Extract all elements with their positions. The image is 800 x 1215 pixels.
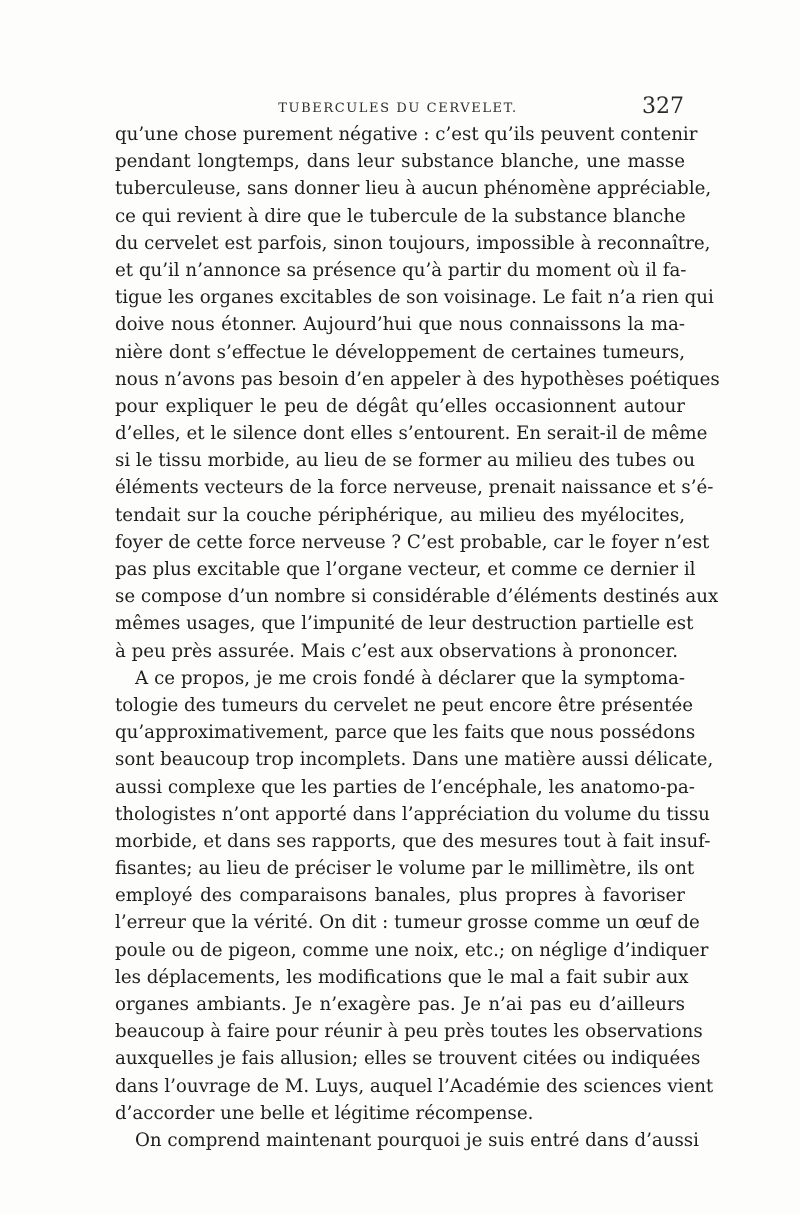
running-title: TUBERCULES DU CERVELET. (278, 101, 518, 116)
text-line: pour expliquer le peu de dégât qu’elles occasionnent autour (115, 395, 685, 417)
text-line: dans l’ouvrage de M. Luys, auquel l’Académie des sciences vient (115, 1075, 714, 1097)
text-line: qu’une chose purement négative : c’est qu’ils peuvent contenir (115, 124, 698, 145)
text-line: d’accorder une belle et légitime récompense. (115, 1102, 534, 1124)
text-line: morbide, et dans ses rapports, que des mesures tout à fait insuf- (115, 830, 711, 852)
text-line: à peu près assurée. Mais c’est aux observations à prononcer. (115, 640, 679, 662)
text-line: ce qui revient à dire que le tubercule de la substance blanche (115, 205, 686, 227)
running-header (112, 94, 684, 121)
text-line: aussi complexe que les parties de l’encéphale, les anatomo-pa- (115, 776, 695, 798)
text-line: tigue les organes excitables de son voisinage. Le fait n’a rien qui (115, 287, 714, 309)
text-line: employé des comparaisons banales, plus propres à favoriser (115, 885, 685, 907)
body-text (115, 121, 720, 1154)
text-line: thologistes n’ont apporté dans l’appréciation du volume du tissu (115, 803, 710, 825)
text-line: pas plus excitable que l’organe vecteur, et comme ce dernier il (115, 559, 696, 580)
paragraph-first-line: On comprend maintenant pourquoi je suis entré dans d’aussi (135, 1129, 699, 1151)
text-line: organes ambiants. Je n’exagère pas. Je n’ai pas eu d’ailleurs (115, 994, 685, 1015)
text-line: auxquelles je fais allusion; elles se trouvent citées ou indiquées (115, 1048, 701, 1070)
text-line: tuberculeuse, sans donner lieu à aucun phénomène appréciable, (115, 178, 712, 200)
text-line: se compose d’un nombre si considérable d’éléments destinés aux (115, 586, 719, 608)
text-line: d’elles, et le silence dont elles s’entourent. En serait-il de même (115, 423, 708, 445)
text-line: poule ou de pigeon, comme une noix, etc.; on néglige d’indiquer (115, 939, 709, 961)
text-line: du cervelet est parfois, sinon toujours, impossible à reconnaître, (115, 232, 711, 254)
text-line: si le tissu morbide, au lieu de se former au milieu des tubes ou (115, 450, 696, 472)
text-line: sont beaucoup trop incomplets. Dans une matière aussi délicate, (115, 749, 714, 771)
text-line: tendait sur la couche périphérique, au milieu des myélocites, (115, 504, 685, 526)
text-line: éléments vecteurs de la force nerveuse, prenait naissance et s’é- (115, 477, 714, 499)
text-line: tologie des tumeurs du cervelet ne peut encore être présentée (115, 694, 693, 716)
text-line: l’erreur que la vérité. On dit : tumeur grosse comme un œuf de (115, 912, 700, 934)
text-line: beaucoup à faire pour réunir à peu près toutes les observations (115, 1021, 703, 1043)
text-line: foyer de cette force nerveuse ? C’est probable, car le foyer n’est (115, 531, 710, 553)
text-line: nous n’avons pas besoin d’en appeler à des hypothèses poétiques (115, 368, 720, 390)
page-number: 327 (642, 94, 684, 119)
text-line: et qu’il n’annonce sa présence qu’à partir du moment où il fa- (115, 259, 687, 281)
text-line: les déplacements, les modifications que le mal a fait subir aux (115, 966, 689, 988)
text-line: qu’approximativement, parce que les faits que nous possédons (115, 722, 696, 744)
text-line: doive nous étonner. Aujourd’hui que nous connaissons la ma- (115, 314, 685, 336)
text-line: pendant longtemps, dans leur substance blanche, une masse (115, 151, 685, 173)
paragraph-first-line: A ce propos, je me crois fondé à déclarer que la symptoma- (135, 667, 685, 689)
text-line: fisantes; au lieu de préciser le volume par le millimètre, ils ont (115, 858, 695, 880)
text-line: nière dont s’effectue le développement de certaines tumeurs, (115, 341, 685, 363)
text-line: mêmes usages, que l’impunité de leur destruction partielle est (115, 613, 694, 635)
